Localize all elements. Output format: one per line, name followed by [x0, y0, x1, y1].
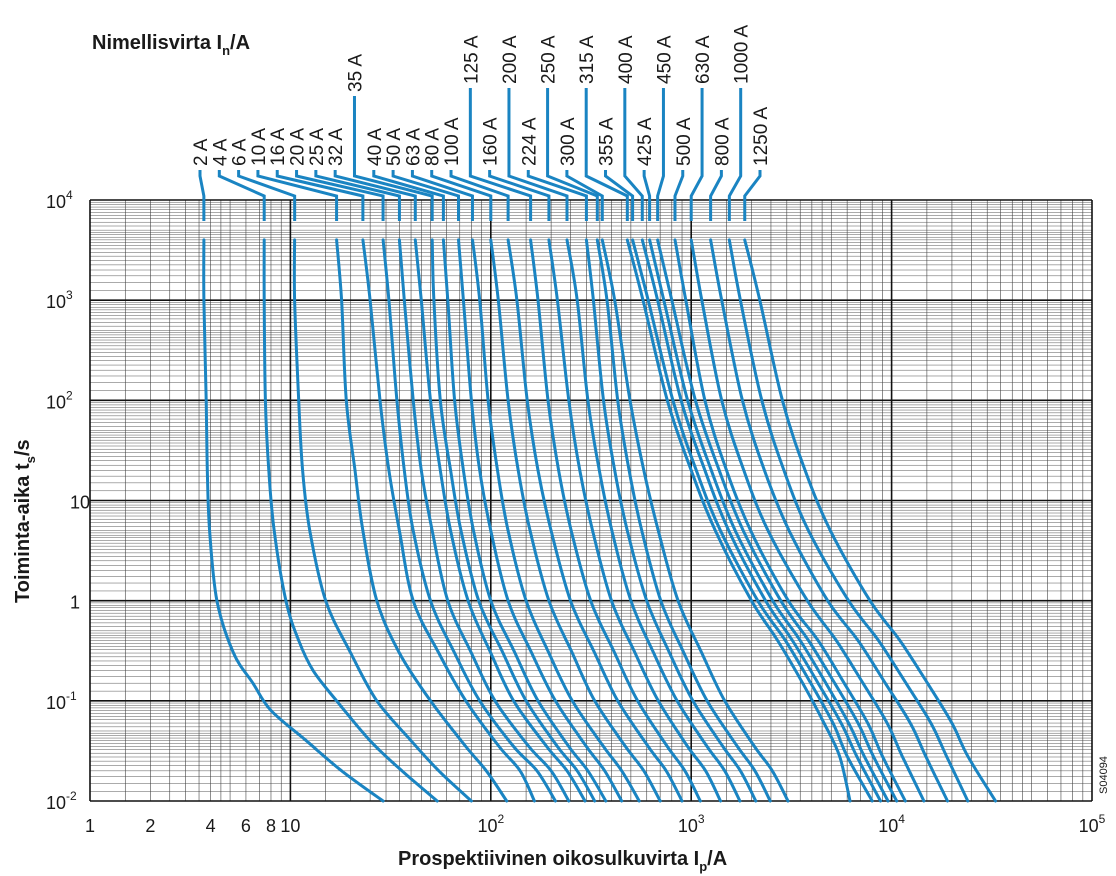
curve-63a: [473, 240, 640, 801]
rating-label-315a: 315 A: [577, 35, 599, 84]
rating-label-300a: 300 A: [557, 117, 579, 166]
curve-6a: [294, 240, 471, 801]
x-tick-label: 8: [265, 816, 276, 836]
rating-label-1250a: 1250 A: [751, 106, 772, 166]
rating-label-50a: 50 A: [384, 127, 406, 166]
x-tick-exponent: 3: [697, 812, 705, 826]
x-tick-label: $10^5$: [1078, 812, 1106, 836]
leader-line-1250a: [745, 170, 760, 221]
rating-label-100a: 100 A: [442, 117, 464, 166]
rating-label-450a: 450 A: [654, 35, 676, 84]
rating-label-160a: 160 A: [480, 117, 502, 166]
rating-label-63a: 63 A: [403, 127, 425, 166]
rating-label-4a: 4 A: [210, 138, 232, 166]
leader-line-800a: [711, 170, 722, 221]
leader-line-224a: [528, 170, 586, 221]
y-tick-label: $10^3$: [46, 288, 73, 313]
rating-label-500a: 500 A: [673, 117, 695, 166]
curve-20a: [383, 240, 555, 801]
y-tick-exponent: 4: [66, 188, 73, 202]
rating-label-10a: 10 A: [248, 127, 270, 166]
y-tick-label: 1: [70, 592, 81, 613]
x-tick-label: 10: [280, 816, 301, 836]
rating-label-250a: 250 A: [538, 35, 560, 84]
y-tick-exponent: 2: [66, 388, 73, 403]
rating-label-40a: 40 A: [364, 127, 386, 166]
rating-label-16a: 16 A: [268, 127, 290, 166]
rating-label-125a: 125 A: [461, 35, 483, 84]
x-tick-exponent: 5: [1098, 812, 1106, 826]
rating-label-80a: 80 A: [422, 127, 444, 166]
rating-label-6a: 6 A: [229, 138, 251, 166]
rating-label-400a: 400 A: [615, 35, 637, 84]
x-tick-exponent: 4: [898, 812, 905, 826]
leader-line-2a: [200, 170, 204, 221]
y-tick-label: $10^4$: [46, 188, 73, 212]
rating-label-630a: 630 A: [693, 35, 715, 84]
x-tick-label: 1: [84, 816, 96, 836]
rating-label-32a: 32 A: [326, 127, 348, 166]
curve-125a: [531, 240, 701, 801]
leader-line-160a: [490, 170, 549, 221]
leader-line-500a: [675, 170, 683, 221]
curve-1250a: [745, 240, 996, 801]
curve-2a: [204, 240, 383, 801]
y-tick-exponent: -1: [66, 688, 77, 703]
x-tick-label: 2: [145, 816, 156, 836]
figure-code: S04094: [1098, 756, 1110, 794]
x-tick-exponent: 2: [497, 812, 505, 826]
rating-label-200a: 200 A: [499, 35, 521, 84]
y-tick-exponent: -2: [66, 789, 77, 803]
rating-label-1000a: 1000 A: [731, 24, 753, 84]
rating-label-425a: 425 A: [635, 117, 657, 166]
curve-160a: [549, 240, 721, 801]
y-tick-exponent: 3: [66, 288, 73, 303]
curve-80a: [491, 240, 660, 801]
chart-title: Nimellisvirta $I_n/A$: [92, 32, 251, 58]
rating-label-355a: 355 A: [596, 117, 618, 166]
y-tick-label: $10^{-2}$: [46, 789, 77, 813]
x-tick-label: $10^4$: [878, 812, 905, 836]
y-axis-label: Toiminta-aika $t_s/s$: [12, 439, 38, 603]
x-tick-label: $10^3$: [677, 812, 705, 836]
y-tick-label: $10^2$: [46, 388, 73, 413]
x-tick-label: 6: [240, 816, 251, 836]
curve-300a: [602, 240, 788, 801]
x-axis-label: Prospektiivinen oikosulkuvirta $I_p/A$: [398, 848, 728, 874]
y-tick-label: $10^{-1}$: [46, 688, 77, 713]
rating-label-2a: 2 A: [191, 138, 212, 166]
y-tick-label: 10: [70, 492, 91, 513]
rating-label-800a: 800 A: [712, 117, 734, 166]
x-tick-label: 4: [205, 816, 216, 836]
rating-label-35a: 35 A: [345, 53, 367, 92]
rating-label-25a: 25 A: [306, 127, 328, 166]
leader-line-450a: [658, 88, 664, 221]
x-tick-label: $10^2$: [477, 812, 505, 836]
rating-label-224a: 224 A: [519, 117, 541, 166]
rating-label-20a: 20 A: [287, 127, 309, 166]
